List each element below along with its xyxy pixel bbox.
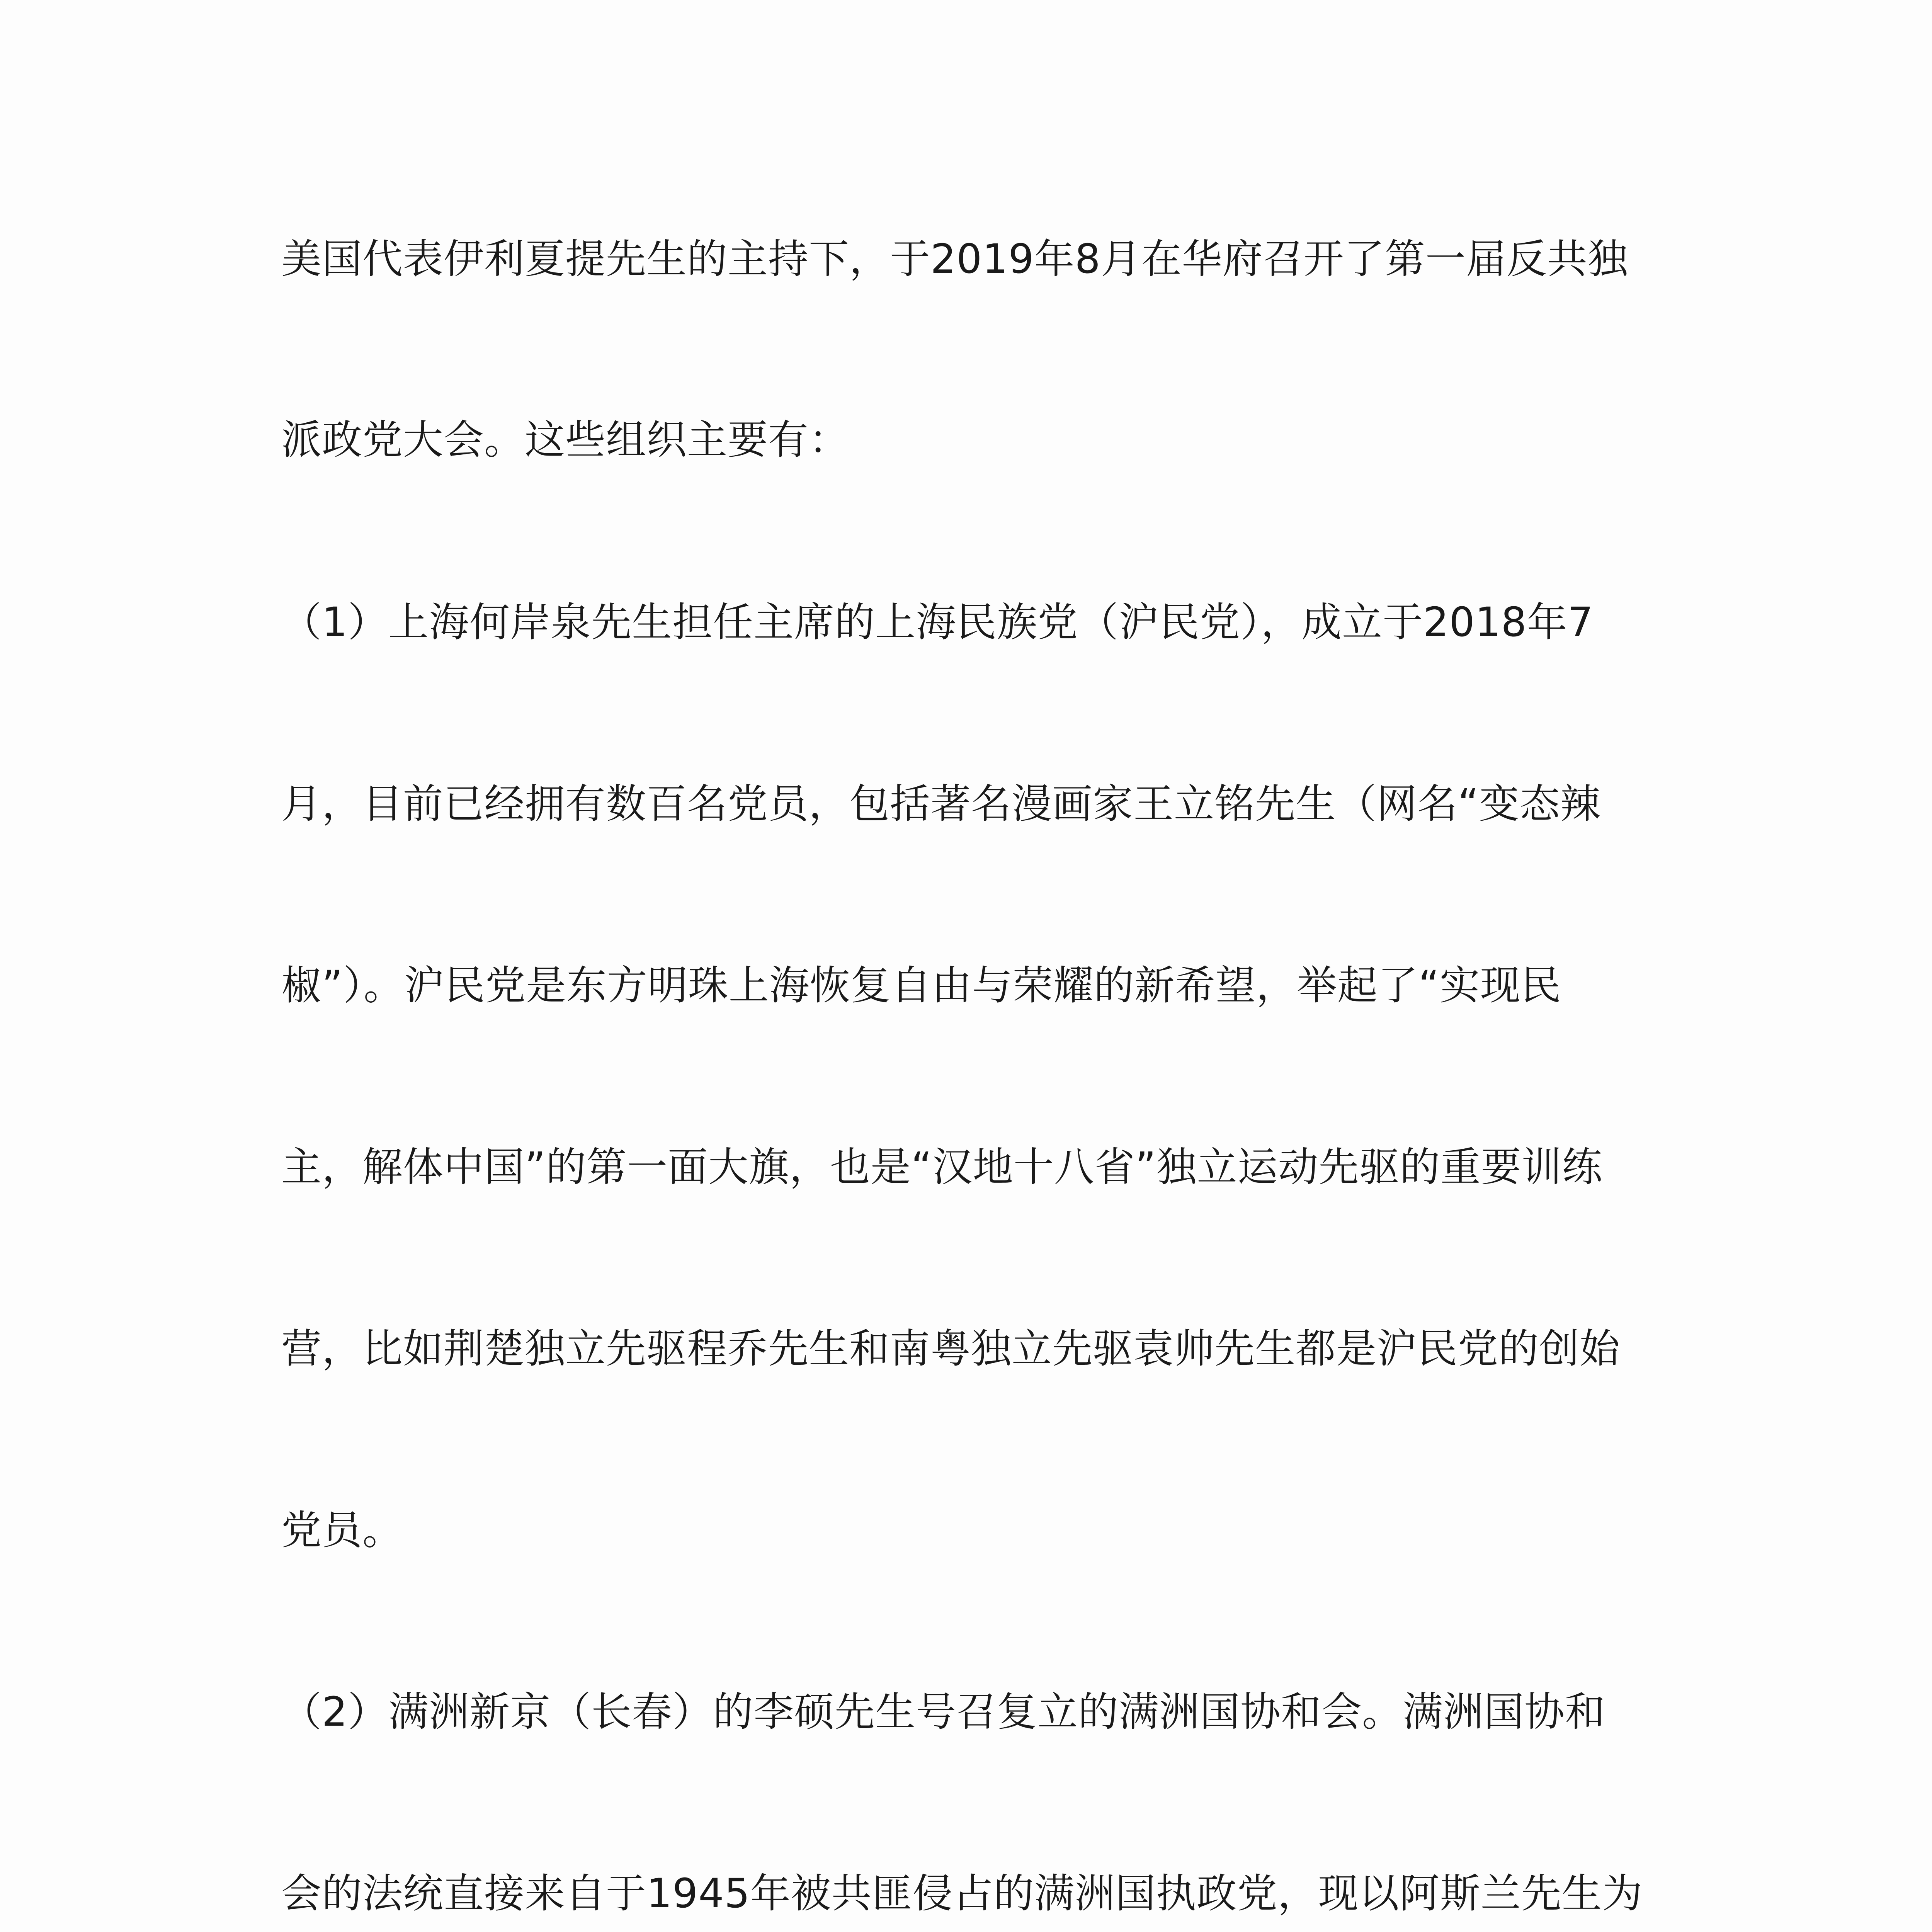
text-line-4: 月，目前已经拥有数百名党员，包括著名漫画家王立铭先生（网名“变态辣 (281, 780, 1601, 827)
text-line-9: （2）满洲新京（长春）的李硕先生号召复立的满洲国协和会。满洲国协和 (281, 1688, 1606, 1735)
text-line-10: 会的法统直接来自于1945年被共匪侵占的满洲国执政党，现以阿斯兰先生为 (281, 1870, 1643, 1917)
text-line-7: 营，比如荆楚独立先驱程乔先生和南粤独立先驱袁帅先生都是沪民党的创始 (281, 1325, 1621, 1372)
text-line-6: 主，解体中国”的第一面大旗，也是“汉地十八省”独立运动先驱的重要训练 (281, 1143, 1603, 1190)
text-line-3: （1）上海何岸泉先生担任主席的上海民族党（沪民党），成立于2018年7 (281, 599, 1594, 646)
text-line-8: 党员。 (281, 1507, 403, 1554)
text-line-1: 美国代表伊利夏提先生的主持下，于2019年8月在华府召开了第一届反共独 (281, 235, 1628, 282)
text-line-5: 椒”）。沪民党是东方明珠上海恢复自由与荣耀的新希望，举起了“实现民 (281, 962, 1561, 1009)
text-line-2: 派政党大会。这些组织主要有： (281, 416, 850, 463)
